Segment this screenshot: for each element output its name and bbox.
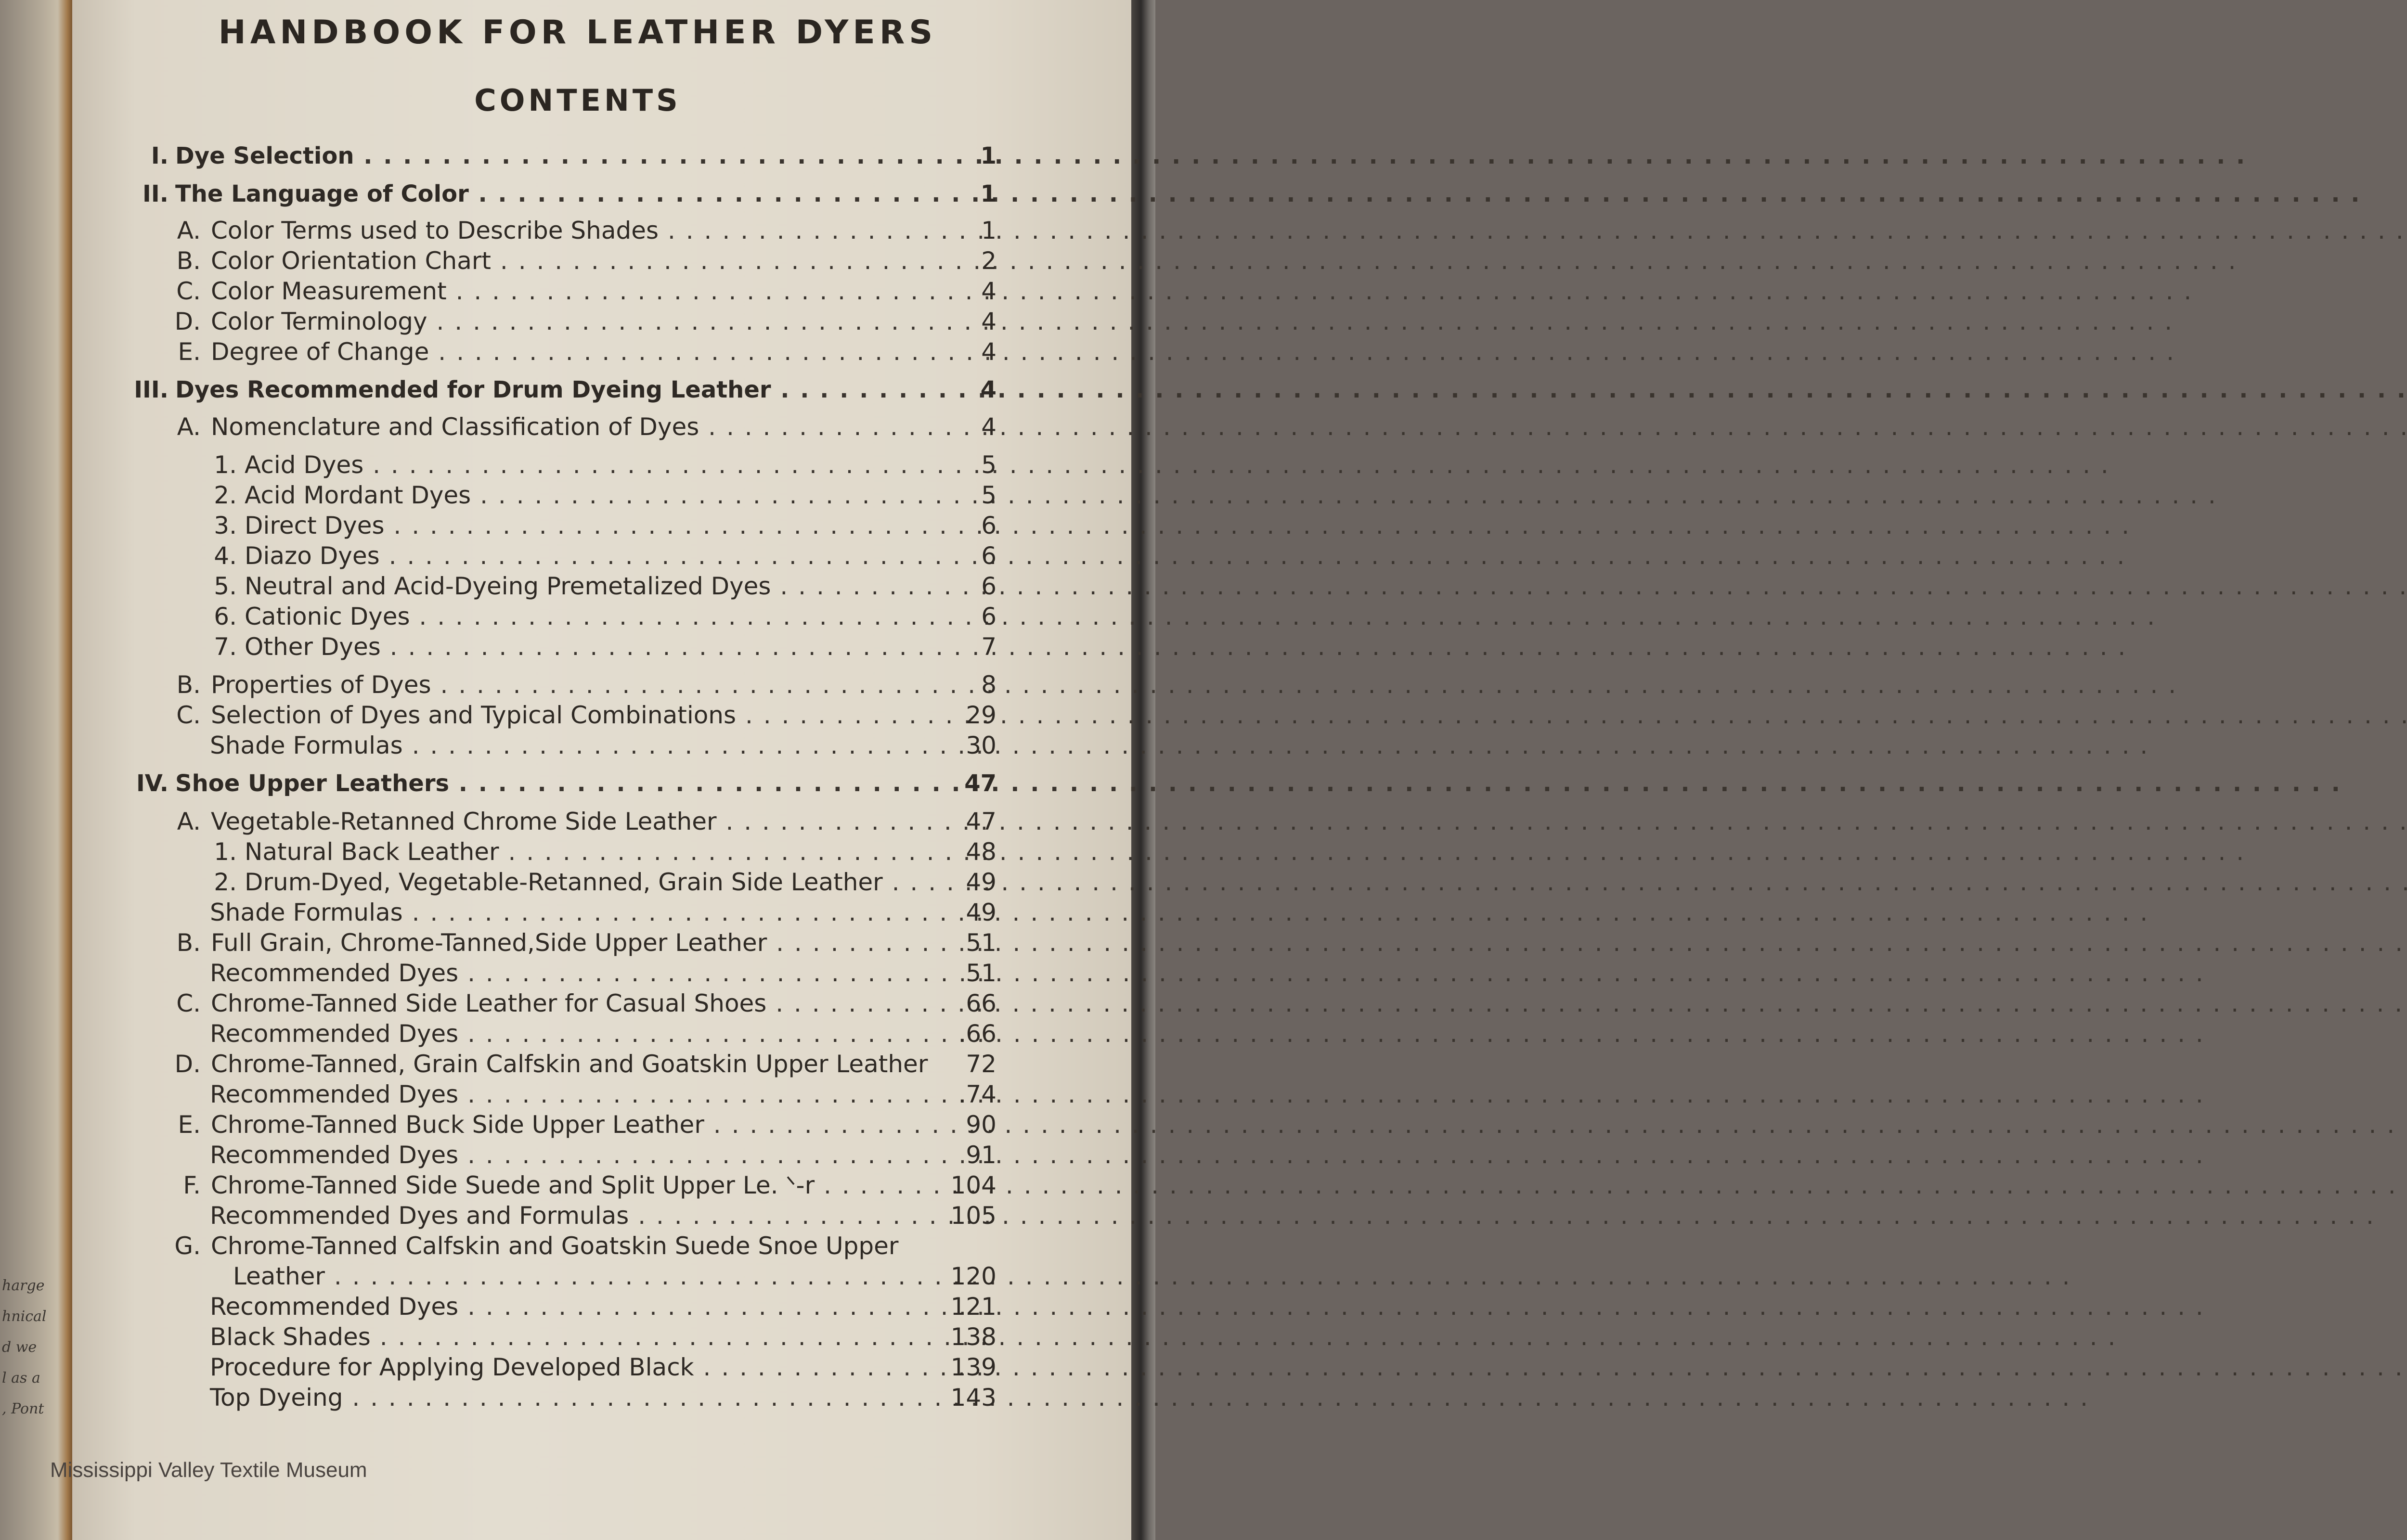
toc-entry-buck-side-upper <box>0 1109 1155 1140</box>
toc-title: Properties of Dyes . . . <box>211 669 947 700</box>
toc-title: Direct Dyes . . . <box>245 510 947 541</box>
toc-page-number: 4 <box>981 338 996 366</box>
toc-entry-color-measurement <box>0 276 1155 307</box>
toc-page-number: 49 <box>966 868 996 896</box>
fragment-line: hnical <box>2 1308 47 1325</box>
museum-watermark: Mississippi Valley Textile Museum <box>50 1458 367 1482</box>
toc-page-number: 104 <box>950 1171 996 1199</box>
fragment-line: harge <box>2 1277 45 1294</box>
fragment-line: , Pont <box>2 1400 44 1417</box>
toc-entry-top-dyeing <box>0 1382 1155 1413</box>
toc-title: Shoe Upper Leathers . . . <box>175 768 945 799</box>
toc-number: IV. <box>136 770 168 797</box>
toc-entry-properties-of-dyes <box>0 669 1155 700</box>
toc-number: F. <box>183 1171 201 1199</box>
toc-number: B. <box>176 671 201 699</box>
toc-entry-shade-formulas <box>0 730 1155 761</box>
toc-title: Procedure for Applying Developed Black . . . <box>210 1352 947 1383</box>
toc-number: III. <box>134 376 168 403</box>
toc-number: D. <box>174 308 201 335</box>
toc-entry-color-terms <box>0 215 1155 246</box>
toc-page-number: 6 <box>981 603 996 630</box>
toc-number: 2. <box>214 868 237 896</box>
toc-number: D. <box>174 1050 201 1078</box>
toc-number: 5. <box>214 572 237 600</box>
toc-title: Other Dyes . . . <box>245 631 947 662</box>
toc-page-number: 143 <box>950 1384 996 1412</box>
toc-number: 1. <box>214 451 237 479</box>
toc-entry-developed-black <box>0 1352 1155 1383</box>
toc-entry-shoe-upper-leathers <box>0 768 1155 799</box>
toc-entry-selection-of-dyes <box>0 700 1155 731</box>
toc-page-number: 66 <box>966 989 996 1017</box>
toc-page-number: 47 <box>966 808 996 835</box>
toc-page-number: 2 <box>981 247 996 275</box>
toc-title: Degree of Change . . . <box>211 336 947 367</box>
toc-entry-casual-shoes <box>0 988 1155 1019</box>
toc-page-number: 120 <box>950 1262 996 1290</box>
fragment-line: d we <box>2 1339 37 1356</box>
book-title: HANDBOOK FOR LEATHER DYERS <box>218 13 937 51</box>
toc-title: Acid Mordant Dyes . . . <box>245 480 947 511</box>
toc-number: 7. <box>214 633 237 661</box>
toc-page-number: .66 <box>958 1020 996 1048</box>
toc-title: Acid Dyes . . . <box>245 449 947 480</box>
toc-entry-suede-shoe-upper <box>0 1231 1155 1261</box>
toc-page-number: 139 <box>950 1353 996 1381</box>
toc-title: Black Shades . . . <box>210 1322 947 1352</box>
toc-page-number: 91 <box>966 1141 996 1169</box>
toc-title: Chrome-Tanned Buck Side Upper Leather . . . <box>211 1109 947 1140</box>
toc-page-number: 1 <box>981 217 996 244</box>
toc-number: 6. <box>214 603 237 630</box>
toc-entry-shade-formulas <box>0 897 1155 928</box>
toc-title: Chrome-Tanned Side Leather for Casual Shoes . . . <box>211 988 947 1019</box>
toc-number: 4. <box>214 542 237 570</box>
toc-title: Chrome-Tanned, Grain Calfskin and Goatskin Upper Leather <box>211 1050 928 1078</box>
toc-entry-nomenclature <box>0 411 1155 442</box>
toc-number: 1. <box>214 838 237 866</box>
toc-entry-recommended-dyes <box>0 1079 1155 1110</box>
toc-title: Diazo Dyes . . . <box>245 540 947 571</box>
toc-entry-grain-calfskin-goatskin <box>0 1049 1155 1079</box>
toc-entry-side-suede-split <box>0 1170 1155 1201</box>
toc-page-number: 51 <box>966 959 996 987</box>
toc-title: Drum-Dyed, Vegetable-Retanned, Grain Side Leather . . . <box>245 867 947 898</box>
toc-page-number: 6 <box>981 512 996 539</box>
toc-title: Dye Selection . . . <box>175 141 945 171</box>
toc-number: A. <box>177 413 201 441</box>
toc-page-number: 138 <box>950 1323 996 1351</box>
toc-title: Natural Back Leather . . . <box>245 836 947 867</box>
toc-number: A. <box>177 808 201 835</box>
toc-title: Leather . . . <box>233 1261 947 1292</box>
toc-entry-premetalized-dyes <box>0 571 1155 602</box>
toc-number: C. <box>176 989 201 1017</box>
toc-page-number: 49 <box>966 898 996 926</box>
toc-entry-recommended-dyes-formulas <box>0 1200 1155 1231</box>
toc-number: C. <box>176 701 201 729</box>
toc-title: Recommended Dyes . . . <box>210 1291 947 1322</box>
toc-number: I. <box>151 142 168 169</box>
toc-title: Recommended Dyes . . . <box>210 1140 947 1170</box>
toc-page-number: 7 <box>981 633 996 661</box>
toc-title: Recommended Dyes . . . <box>210 1018 947 1049</box>
toc-title: The Language of Color . . . <box>175 179 945 209</box>
toc-number: B. <box>176 247 201 275</box>
toc-number: E. <box>178 338 201 366</box>
toc-page-number: .74 <box>958 1080 996 1108</box>
toc-page-number: 30 <box>966 732 996 759</box>
toc-number: E. <box>178 1111 201 1139</box>
toc-entry-degree-of-change <box>0 336 1155 367</box>
toc-entry-dye-selection <box>0 141 1155 171</box>
toc-entry-black-shades <box>0 1322 1155 1352</box>
toc-page-number: 48 <box>966 838 996 866</box>
toc-number: 2. <box>214 481 237 509</box>
toc-title: Color Terms used to Describe Shades . . . <box>211 215 947 246</box>
toc-page-number: 121 <box>950 1293 996 1321</box>
toc-entry-vegetable-retanned <box>0 806 1155 837</box>
toc-entry-diazo-dyes <box>0 540 1155 571</box>
toc-title: Recommended Dyes . . . <box>210 958 947 988</box>
toc-page-number: 72 <box>966 1050 996 1078</box>
toc-entry-natural-back-leather <box>0 836 1155 867</box>
toc-page-number: 4 <box>981 413 996 441</box>
toc-entry-recommended-dyes <box>0 1018 1155 1049</box>
toc-page-number: 51 <box>966 929 996 957</box>
toc-title: Recommended Dyes . . . <box>210 1079 947 1110</box>
toc-page-number: 90 <box>966 1111 996 1139</box>
toc-title: Selection of Dyes and Typical Combinations . . . <box>211 700 947 731</box>
toc-title: Shade Formulas . . . <box>210 730 947 761</box>
toc-page-number: 105 <box>950 1202 996 1230</box>
toc-number: A. <box>177 217 201 244</box>
toc-title: Neutral and Acid-Dyeing Premetalized Dyes . . . <box>245 571 947 602</box>
toc-entry-recommended-dyes <box>0 1140 1155 1170</box>
toc-page-number: 6 <box>981 572 996 600</box>
toc-entry-direct-dyes <box>0 510 1155 541</box>
toc-entry-cationic-dyes <box>0 601 1155 632</box>
toc-number: 3. <box>214 512 237 539</box>
toc-number: B. <box>176 929 201 957</box>
toc-page-number: 8 <box>981 671 996 699</box>
toc-number: C. <box>176 277 201 305</box>
toc-entry-color-orientation-chart <box>0 245 1155 276</box>
toc-page-number: 1 <box>980 142 996 169</box>
toc-title: Dyes Recommended for Drum Dyeing Leather . . . <box>175 374 945 405</box>
toc-entry-color-terminology <box>0 306 1155 337</box>
toc-entry-dyes-recommended <box>0 374 1155 405</box>
toc-title: Color Orientation Chart . . . <box>211 245 947 276</box>
toc-title: Nomenclature and Classification of Dyes . . . <box>211 411 947 442</box>
toc-page-number: 6 <box>981 542 996 570</box>
toc-page-number: 4 <box>981 308 996 335</box>
toc-entry-other-dyes <box>0 631 1155 662</box>
toc-page-number: 47 <box>964 770 996 797</box>
toc-page-number: 5 <box>981 451 996 479</box>
toc-entry-recommended-dyes <box>0 958 1155 988</box>
toc-number: G. <box>174 1232 201 1260</box>
fragment-line: l as a <box>2 1370 40 1386</box>
toc-title: Vegetable-Retanned Chrome Side Leather . . . <box>211 806 947 837</box>
toc-number: II. <box>142 180 168 207</box>
toc-title: Chrome-Tanned Side Suede and Split Upper Le. ᐠ-r . . . <box>211 1170 947 1201</box>
toc-entry-acid-mordant-dyes <box>0 480 1155 511</box>
toc-title: Chrome-Tanned Calfskin and Goatskin Suede Snoe Upper <box>211 1232 899 1260</box>
toc-title: Color Terminology . . . <box>211 306 947 337</box>
toc-entry-recommended-dyes <box>0 1291 1155 1322</box>
toc-entry-drum-dyed-grain-side <box>0 867 1155 898</box>
toc-title: Cationic Dyes . . . <box>245 601 947 632</box>
toc-title: Recommended Dyes and Formulas . . . <box>210 1200 947 1231</box>
toc-title: Shade Formulas . . . <box>210 897 947 928</box>
toc-page-number: 29 <box>966 701 996 729</box>
toc-page-number: 5 <box>981 481 996 509</box>
toc-entry-full-grain-chrome-tanned <box>0 927 1155 958</box>
toc-title: Top Dyeing . . . <box>210 1382 947 1413</box>
toc-title: Color Measurement . . . <box>211 276 947 307</box>
toc-page-number: 4 <box>980 376 996 403</box>
toc-page-number: 4 <box>981 277 996 305</box>
toc-entry-language-of-color <box>0 179 1155 209</box>
contents-heading: CONTENTS <box>474 83 681 118</box>
toc-entry-acid-dyes <box>0 449 1155 480</box>
toc-entry-leather <box>0 1261 1155 1292</box>
toc-page-number: 1 <box>980 180 996 207</box>
toc-title: Full Grain, Chrome-Tanned,Side Upper Leather . . . <box>211 927 947 958</box>
